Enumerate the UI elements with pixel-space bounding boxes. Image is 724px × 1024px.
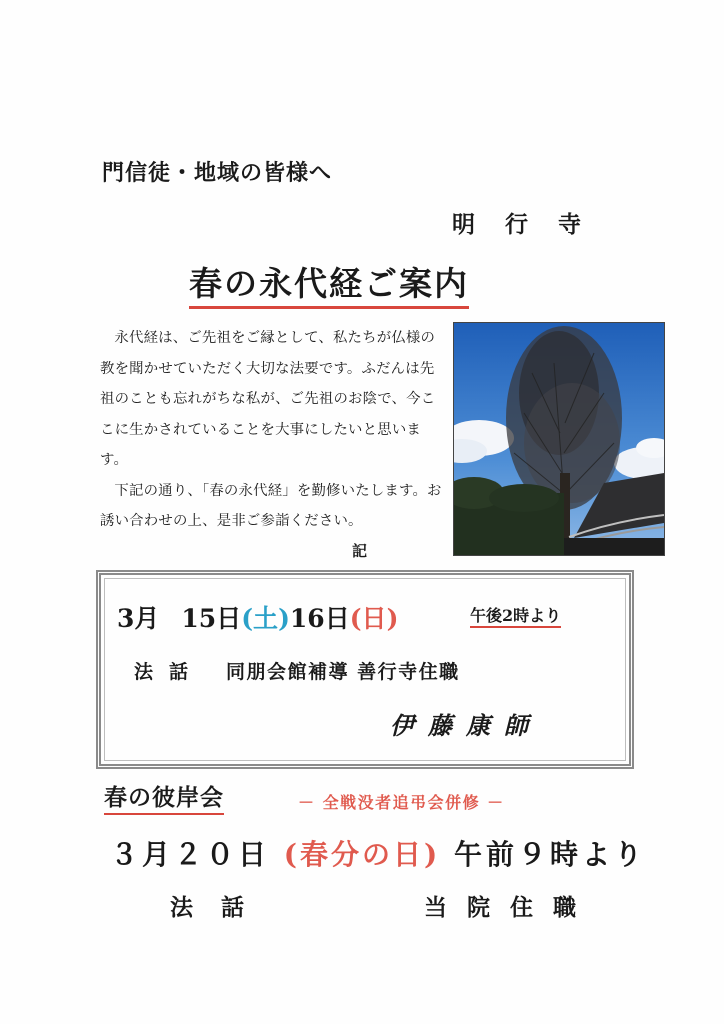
eitaikyo-sermon-row [134,657,460,684]
higan-speaker: 当院住職 [424,894,596,921]
speaker-name: 伊藤康師 [390,711,542,740]
intro-paragraph-2: 下記の通り、「春の永代経」を勤修いたします。お誘い合わせの上、是非ご参詣ください。 [100,482,442,529]
higan-date-row [110,833,646,873]
weekday-2-open-paren: ( [349,604,362,633]
weekday-2: 日 [361,604,387,633]
eitaikyo-month: 3月 [117,604,160,633]
eitaikyo-day-2: 16日 [289,604,350,633]
weekday-1-close-paren: ) [278,604,290,633]
higan-date: ３月２０日 [110,838,271,871]
ki-notice-mark: 記 [352,542,368,560]
weekday-1: 土 [253,604,279,633]
speaker-affiliation: 同朋会館補導 善行寺住職 [226,661,460,683]
higan-sermon-row [170,889,596,922]
intro-text [100,323,448,537]
intro-paragraph-1: 永代経は、ご先祖をご縁として、私たちが仏様の教を聞かせていただく大切な法要です。ふだんは先祖のことも忘れがちな私が、ご先祖のお陰で、今ここに生かされていることを大事にしたいと思います。 [100,330,436,468]
higan-holiday-note: (春分の日) [283,838,441,871]
greeting: 門信徒・地域の皆様へ [102,160,333,186]
eitaikyo-time: 午後2時より [470,606,561,628]
page-title: 春の永代経ご案内 [189,264,469,309]
temple-name: 明行寺 [452,211,611,238]
higan-time: 午前９時より [454,838,647,871]
higan-title: 春の彼岸会 [104,783,224,815]
sermon-label: 法話 [134,661,205,683]
higan-subtitle: － 全戦没者追弔会併修 － [298,793,505,812]
weekday-1-open-paren: ( [241,604,254,633]
ginkgo-tree-photo [453,322,665,556]
weekday-2-close-paren: ) [386,604,399,633]
higan-sermon-label: 法話 [170,894,272,921]
eitaikyo-day-1: 15日 [181,604,242,633]
eitaikyo-date-row [117,599,398,635]
